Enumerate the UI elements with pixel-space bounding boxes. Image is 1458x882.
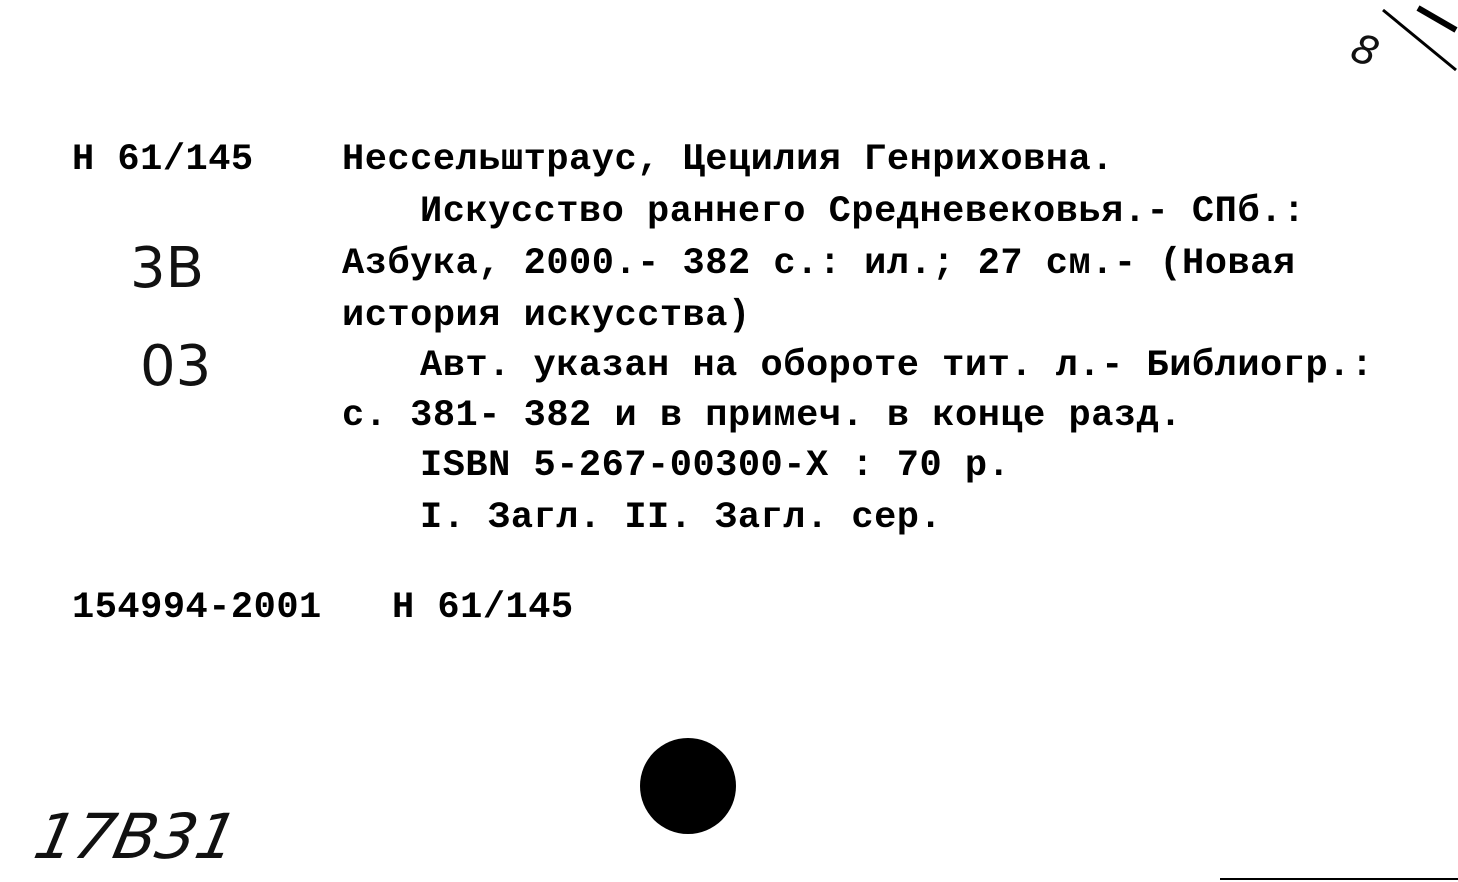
shelf-mark-top: Н 61/145 bbox=[72, 139, 254, 181]
note-line-2: с. 381- 382 и в примеч. в конце разд. bbox=[342, 395, 1183, 437]
handwritten-mark-03: 03 bbox=[140, 334, 212, 399]
publication-line: Азбука, 2000.- 382 с.: ил.; 27 см.- (Новая bbox=[342, 243, 1296, 285]
accession-number: 154994-2001 bbox=[72, 587, 322, 629]
handwritten-inventory-number: 17В31 bbox=[28, 800, 245, 873]
corner-handwritten-note: 8 bbox=[1344, 25, 1385, 77]
corner-fold-mark bbox=[1378, 0, 1458, 80]
title-line: Искусство раннего Средневековья.- СПб.: bbox=[420, 191, 1306, 233]
isbn-line: ISBN 5-267-00300-X : 70 р. bbox=[420, 445, 1011, 487]
author-heading: Нессельштраус, Цецилия Генриховна. bbox=[342, 139, 1114, 181]
series-line: история искусства) bbox=[342, 295, 751, 337]
card-edge-line bbox=[1220, 878, 1458, 880]
note-line-1: Авт. указан на обороте тит. л.- Библиогр.: bbox=[420, 345, 1374, 387]
handwritten-mark-3b: 3В bbox=[130, 236, 205, 301]
punch-hole bbox=[640, 738, 736, 834]
tracings-line: I. Загл. II. Загл. сер. bbox=[420, 497, 943, 539]
shelf-mark-bottom: Н 61/145 bbox=[392, 587, 574, 629]
